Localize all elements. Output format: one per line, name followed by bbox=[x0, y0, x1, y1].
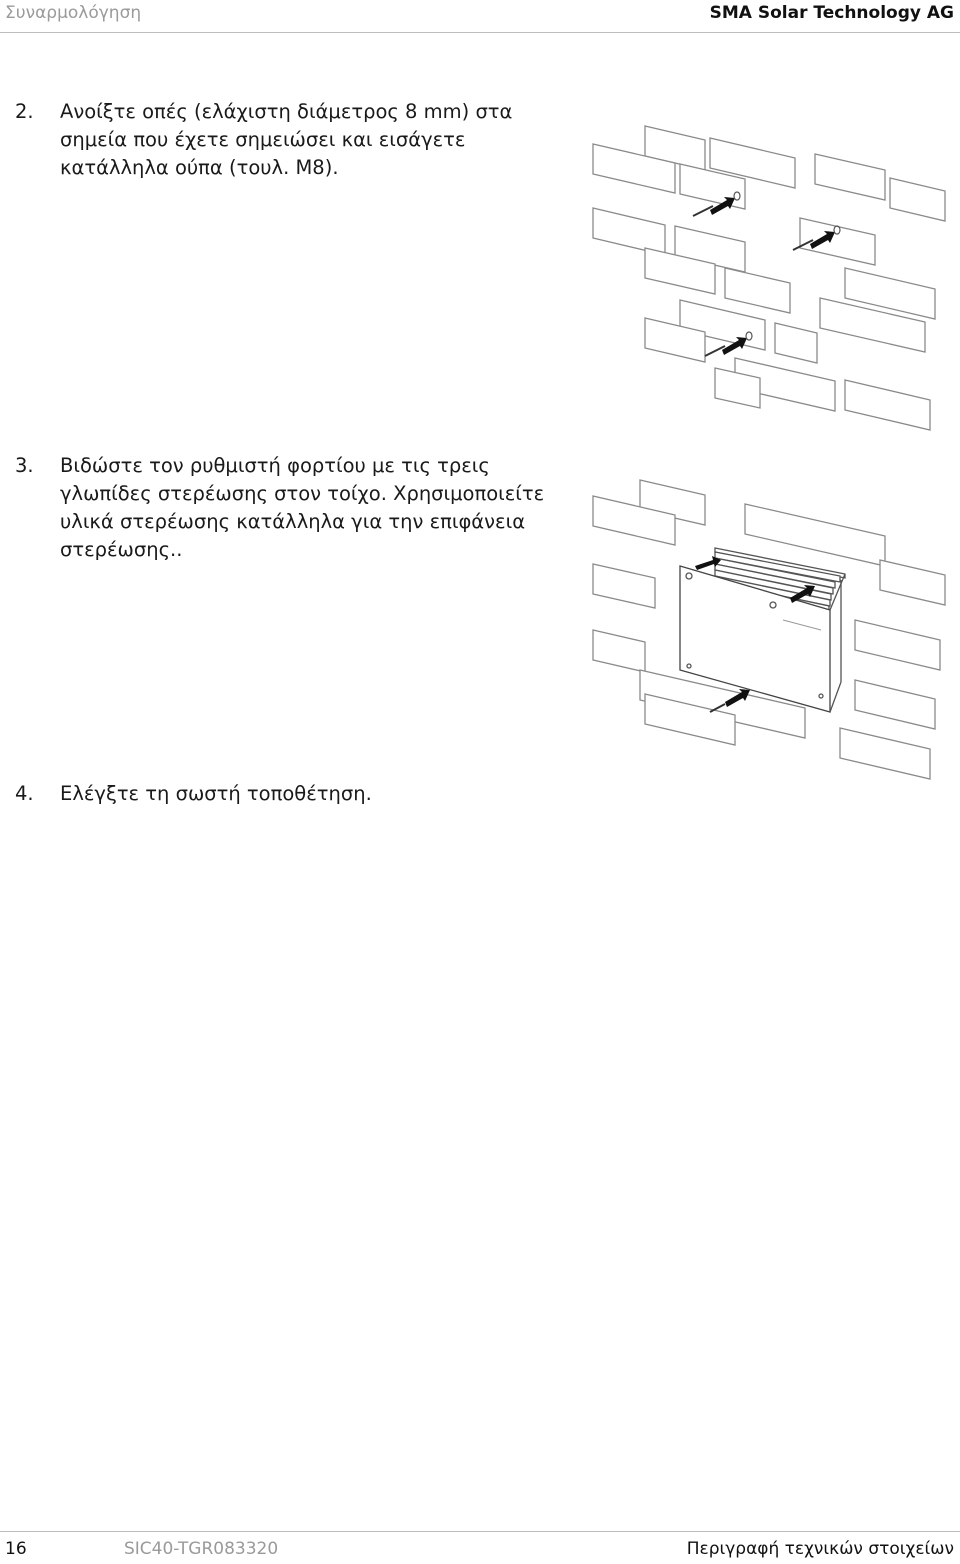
step-number: 2. bbox=[15, 100, 34, 123]
document-code: SIC40-TGR083320 bbox=[124, 1539, 279, 1559]
step-3 bbox=[15, 452, 555, 564]
header-section-title: Συναρμολόγηση bbox=[5, 3, 142, 23]
document-title: Περιγραφή τεχνικών στοιχείων bbox=[686, 1539, 954, 1559]
step-text: Ανοίξτε οπές (ελάχιστη διάμετρος 8 mm) στα σημεία που έχετε σημειώσει και εισάγετε κατάλληλα ούπα (τουλ. M8). bbox=[60, 100, 513, 179]
step-2 bbox=[15, 98, 575, 182]
step-text: Βιδώστε τον ρυθμιστή φορτίου με τις τρεις γλωπίδες στερέωσης στον τοίχο. Χρησιμοποιείτε υλικά στερέωσης κατάλληλα για την επιφάνεια στερέωσης.. bbox=[60, 454, 545, 561]
brick-wall bbox=[593, 126, 945, 430]
wall-drilling-illustration bbox=[585, 118, 955, 433]
step-text: Ελέγξτε τη σωστή τοποθέτηση. bbox=[60, 782, 372, 805]
header-divider bbox=[0, 32, 960, 33]
charge-controller-mounting-illustration bbox=[585, 470, 955, 790]
step-number: 3. bbox=[15, 454, 34, 477]
header-company-name: SMA Solar Technology AG bbox=[709, 3, 954, 23]
step-number: 4. bbox=[15, 782, 34, 805]
page-number: 16 bbox=[5, 1539, 27, 1559]
footer-divider bbox=[0, 1531, 960, 1532]
step-4 bbox=[15, 780, 575, 808]
